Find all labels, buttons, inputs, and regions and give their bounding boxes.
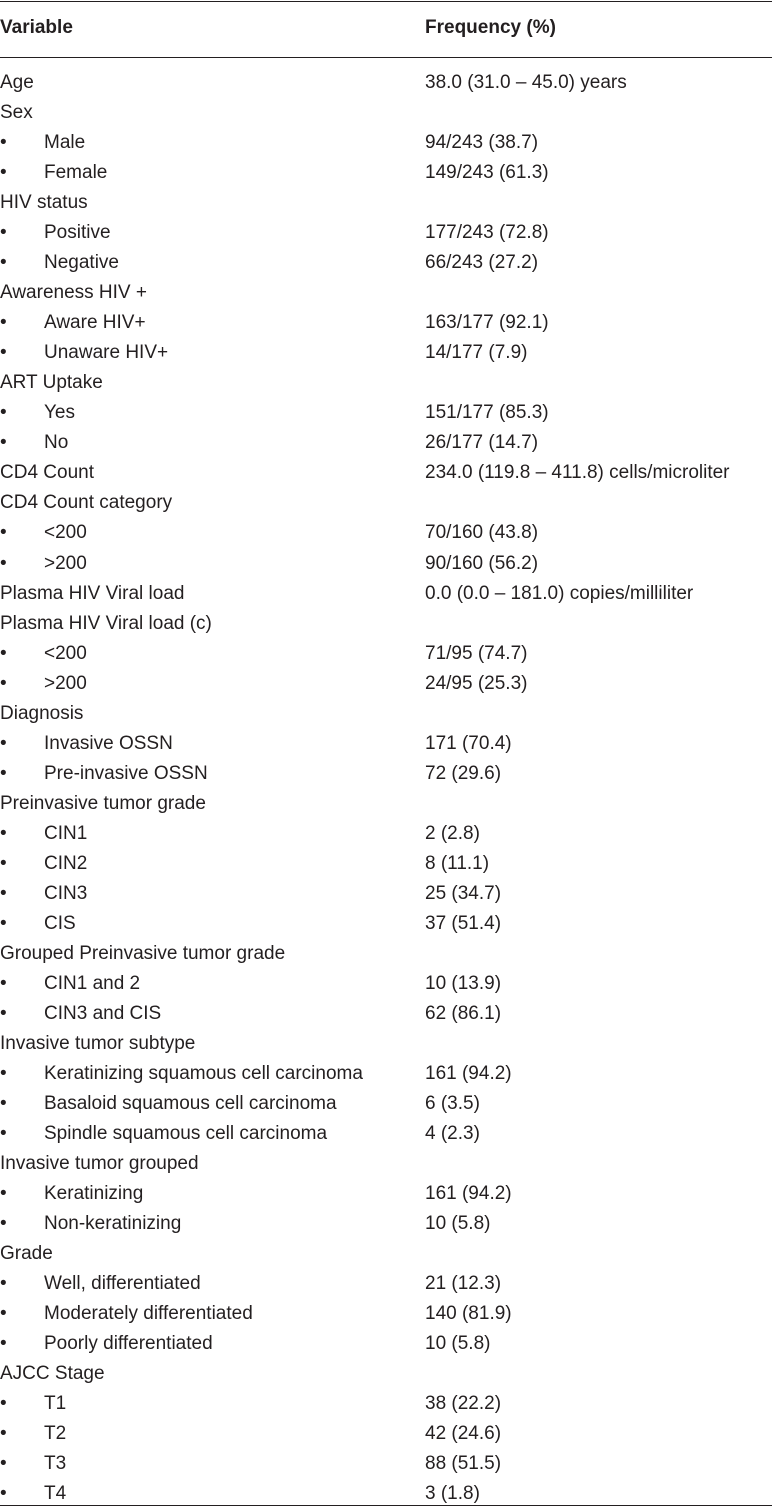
- bullet-marker: •: [0, 162, 7, 184]
- table-row: [0, 939, 772, 969]
- table-row: [0, 1359, 772, 1389]
- bullet-marker: •: [0, 402, 7, 424]
- table-row: [0, 1029, 772, 1059]
- bullet-marker: •: [0, 1453, 7, 1475]
- table-subrow: [0, 819, 772, 849]
- frequency-value: 163/177 (92.1): [425, 312, 549, 334]
- table-row: [0, 579, 772, 609]
- table-subrow: [0, 879, 772, 909]
- subcategory-label: Negative: [44, 252, 119, 274]
- bullet-marker: •: [0, 252, 7, 274]
- table-subrow: [0, 849, 772, 879]
- frequency-value: 88 (51.5): [425, 1453, 502, 1475]
- subcategory-label: T4: [44, 1483, 67, 1505]
- bullet-marker: •: [0, 432, 7, 454]
- frequency-value: 42 (24.6): [425, 1423, 502, 1445]
- subcategory-label: Keratinizing: [44, 1183, 144, 1205]
- table-subrow: [0, 428, 772, 458]
- frequency-value: 71/95 (74.7): [425, 642, 528, 664]
- subcategory-label: >200: [44, 672, 87, 694]
- table-subrow: [0, 128, 772, 158]
- bullet-marker: •: [0, 912, 7, 934]
- subcategory-label: Well, differentiated: [44, 1273, 201, 1295]
- table-subrow: [0, 1179, 772, 1209]
- bullet-marker: •: [0, 132, 7, 154]
- bullet-marker: •: [0, 1333, 7, 1355]
- table-subrow: [0, 1059, 772, 1089]
- bullet-marker: •: [0, 732, 7, 754]
- frequency-value: 0.0 (0.0 – 181.0) copies/milliliter: [425, 582, 694, 604]
- table-subrow: [0, 1089, 772, 1119]
- frequency-value: 72 (29.6): [425, 762, 502, 784]
- table-subrow: [0, 549, 772, 579]
- variable-label: Sex: [0, 102, 33, 124]
- table-header-row: [0, 0, 772, 57]
- subcategory-label: T1: [44, 1393, 67, 1415]
- table-subrow: [0, 398, 772, 428]
- bullet-marker: •: [0, 762, 7, 784]
- subcategory-label: Unaware HIV+: [44, 342, 169, 364]
- subcategory-label: <200: [44, 642, 87, 664]
- subcategory-label: Moderately differentiated: [44, 1303, 253, 1325]
- table-subrow: [0, 248, 772, 278]
- table-subrow: [0, 1449, 772, 1479]
- frequency-value: 24/95 (25.3): [425, 672, 528, 694]
- table-subrow: [0, 1119, 772, 1149]
- bullet-marker: •: [0, 342, 7, 364]
- table-row: [0, 188, 772, 218]
- frequency-value: 10 (13.9): [425, 972, 502, 994]
- variable-label: CD4 Count category: [0, 492, 173, 514]
- frequency-value: 10 (5.8): [425, 1213, 491, 1235]
- subcategory-label: T3: [44, 1453, 67, 1475]
- bullet-marker: •: [0, 1393, 7, 1415]
- header-variable: Variable: [0, 17, 73, 38]
- table-row: [0, 368, 772, 398]
- variable-label: Awareness HIV +: [0, 282, 147, 304]
- frequency-value: 26/177 (14.7): [425, 432, 539, 454]
- bullet-marker: •: [0, 1483, 7, 1505]
- table-body: [0, 68, 772, 1510]
- subcategory-label: Female: [44, 162, 108, 184]
- frequency-value: 37 (51.4): [425, 912, 502, 934]
- variable-label: HIV status: [0, 192, 88, 214]
- table-subrow: [0, 759, 772, 789]
- variable-label: AJCC Stage: [0, 1363, 105, 1385]
- table-subrow: [0, 909, 772, 939]
- header-frequency: Frequency (%): [425, 17, 556, 38]
- table-subrow: [0, 1299, 772, 1329]
- frequency-value: 149/243 (61.3): [425, 162, 549, 184]
- table-subrow: [0, 999, 772, 1029]
- subcategory-label: Yes: [44, 402, 75, 424]
- table-subrow: [0, 518, 772, 548]
- bullet-marker: •: [0, 1213, 7, 1235]
- bullet-marker: •: [0, 882, 7, 904]
- frequency-value: 38.0 (31.0 – 45.0) years: [425, 72, 627, 93]
- frequency-value: 177/243 (72.8): [425, 222, 549, 244]
- table-row: [0, 1149, 772, 1179]
- variable-label: ART Uptake: [0, 372, 103, 394]
- bullet-marker: •: [0, 642, 7, 664]
- subcategory-label: CIN2: [44, 852, 88, 874]
- frequency-value: 8 (11.1): [425, 852, 490, 874]
- variable-label: Diagnosis: [0, 702, 84, 724]
- variable-label: Invasive tumor grouped: [0, 1153, 199, 1175]
- frequency-value: 161 (94.2): [425, 1183, 512, 1205]
- subcategory-label: Invasive OSSN: [44, 732, 173, 754]
- variable-label: Plasma HIV Viral load (c): [0, 612, 212, 634]
- subcategory-label: Male: [44, 132, 86, 154]
- table-row: [0, 609, 772, 639]
- frequency-value: 25 (34.7): [425, 882, 502, 904]
- table-subrow: [0, 218, 772, 248]
- subcategory-label: Pre-invasive OSSN: [44, 762, 208, 784]
- table-subrow: [0, 1389, 772, 1419]
- table-header-rule: [0, 57, 772, 58]
- bullet-marker: •: [0, 1063, 7, 1085]
- table-subrow: [0, 1419, 772, 1449]
- subcategory-label: >200: [44, 552, 87, 574]
- frequency-value: 6 (3.5): [425, 1093, 480, 1115]
- frequency-value: 66/243 (27.2): [425, 252, 539, 274]
- frequency-value: 171 (70.4): [425, 732, 512, 754]
- bullet-marker: •: [0, 1423, 7, 1445]
- variable-label: CD4 Count: [0, 462, 94, 484]
- frequency-value: 151/177 (85.3): [425, 402, 549, 424]
- table-subrow: [0, 669, 772, 699]
- bullet-marker: •: [0, 972, 7, 994]
- subcategory-label: Aware HIV+: [44, 312, 146, 334]
- table-subrow: [0, 639, 772, 669]
- subcategory-label: <200: [44, 522, 87, 544]
- subcategory-label: Non-keratinizing: [44, 1213, 182, 1235]
- frequency-value: 62 (86.1): [425, 1002, 502, 1024]
- bullet-marker: •: [0, 312, 7, 334]
- table-row: [0, 488, 772, 518]
- frequency-value: 4 (2.3): [425, 1123, 480, 1145]
- subcategory-label: CIN1 and 2: [44, 972, 141, 994]
- frequency-value: 161 (94.2): [425, 1063, 512, 1085]
- bullet-marker: •: [0, 1002, 7, 1024]
- table-row: [0, 98, 772, 128]
- subcategory-label: Keratinizing squamous cell carcinoma: [44, 1063, 363, 1085]
- subcategory-label: CIN3: [44, 882, 88, 904]
- table-subrow: [0, 308, 772, 338]
- table-subrow: [0, 729, 772, 759]
- table-subrow: [0, 969, 772, 999]
- bullet-marker: •: [0, 1183, 7, 1205]
- frequency-value: 90/160 (56.2): [425, 552, 539, 574]
- table-subrow: [0, 158, 772, 188]
- bullet-marker: •: [0, 522, 7, 544]
- table-row: [0, 699, 772, 729]
- subcategory-label: Spindle squamous cell carcinoma: [44, 1123, 328, 1145]
- subcategory-label: CIN1: [44, 822, 88, 844]
- table-subrow: [0, 1209, 772, 1239]
- frequency-value: 2 (2.8): [425, 822, 480, 844]
- frequency-value: 94/243 (38.7): [425, 132, 539, 154]
- frequency-value: 3 (1.8): [425, 1483, 480, 1505]
- variable-label: Plasma HIV Viral load: [0, 582, 185, 604]
- subcategory-label: Poorly differentiated: [44, 1333, 213, 1355]
- frequency-value: 70/160 (43.8): [425, 522, 539, 544]
- frequency-value: 234.0 (119.8 – 411.8) cells/microliter: [425, 462, 730, 484]
- bullet-marker: •: [0, 1123, 7, 1145]
- table-subrow: [0, 1269, 772, 1299]
- subcategory-label: Positive: [44, 222, 111, 244]
- frequency-value: 38 (22.2): [425, 1393, 502, 1415]
- table-row: [0, 278, 772, 308]
- bullet-marker: •: [0, 552, 7, 574]
- bullet-marker: •: [0, 822, 7, 844]
- table-row: [0, 458, 772, 488]
- bullet-marker: •: [0, 1273, 7, 1295]
- variable-label: Grouped Preinvasive tumor grade: [0, 942, 286, 964]
- subcategory-label: No: [44, 432, 69, 454]
- table-row: [0, 1239, 772, 1269]
- frequency-value: 140 (81.9): [425, 1303, 512, 1325]
- frequency-value: 14/177 (7.9): [425, 342, 528, 364]
- subcategory-label: T2: [44, 1423, 67, 1445]
- table-bottom-rule: [0, 1505, 772, 1506]
- frequency-value: 21 (12.3): [425, 1273, 502, 1295]
- table-row: [0, 68, 772, 98]
- bullet-marker: •: [0, 852, 7, 874]
- variable-label: Grade: [0, 1243, 53, 1265]
- subcategory-label: CIN3 and CIS: [44, 1002, 162, 1024]
- bullet-marker: •: [0, 1303, 7, 1325]
- bullet-marker: •: [0, 222, 7, 244]
- bullet-marker: •: [0, 1093, 7, 1115]
- table-subrow: [0, 1329, 772, 1359]
- subcategory-label: Basaloid squamous cell carcinoma: [44, 1093, 337, 1115]
- table-row: [0, 789, 772, 819]
- frequency-value: 10 (5.8): [425, 1333, 491, 1355]
- bullet-marker: •: [0, 672, 7, 694]
- variable-label: Age: [0, 72, 34, 93]
- subcategory-label: CIS: [44, 912, 76, 934]
- table-subrow: [0, 338, 772, 368]
- variable-label: Preinvasive tumor grade: [0, 792, 206, 814]
- variable-label: Invasive tumor subtype: [0, 1033, 196, 1054]
